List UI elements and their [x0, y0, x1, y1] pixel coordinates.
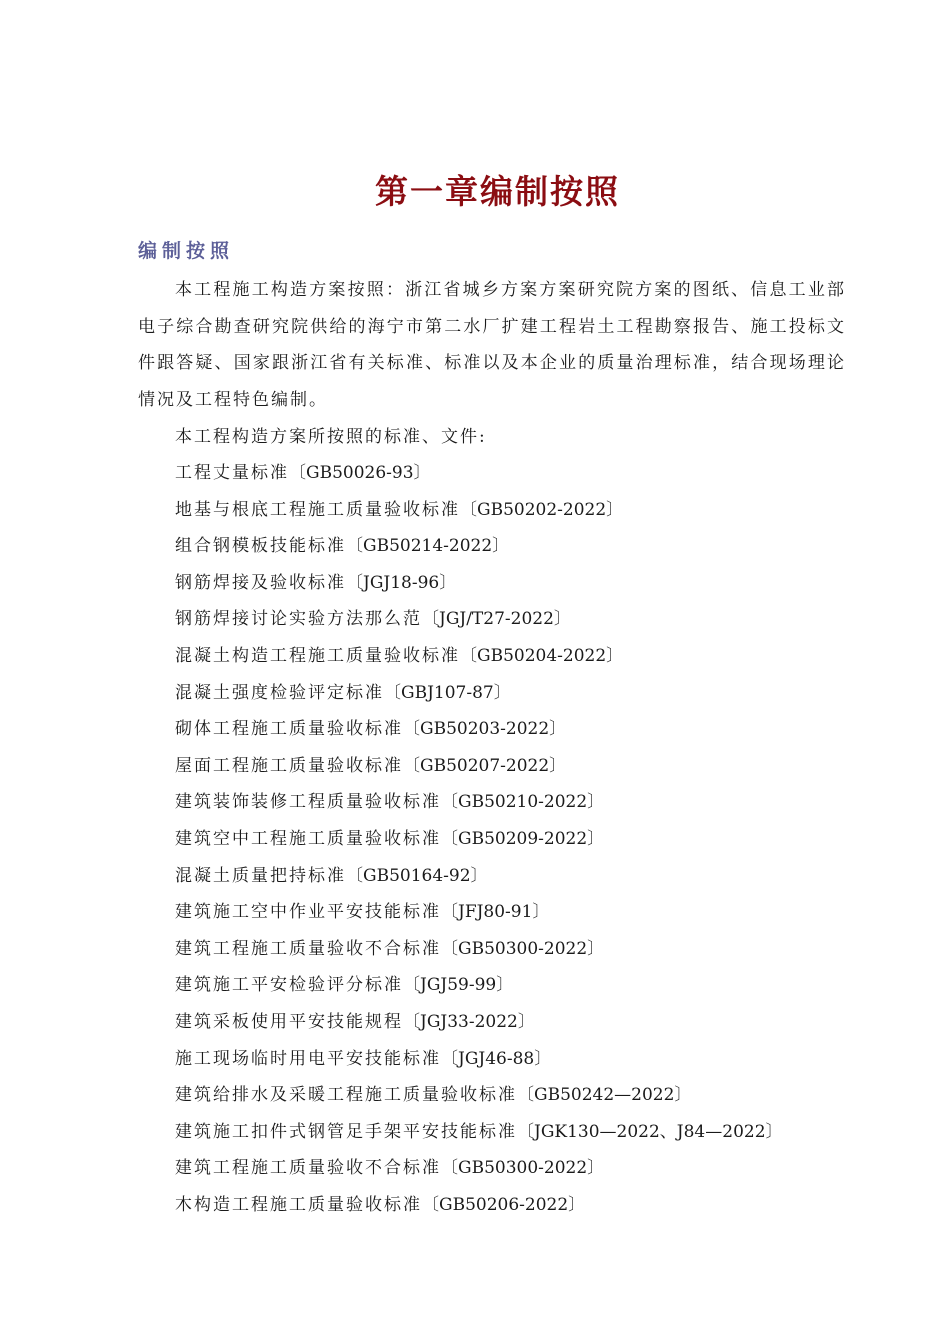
standard-code: 〔JFJ80-91〕	[441, 902, 550, 923]
standard-code: 〔JGJ33-2022〕	[403, 1011, 535, 1032]
standard-item	[175, 528, 783, 565]
standard-item	[175, 784, 783, 821]
standard-name: 建筑空中工程施工质量验收标准	[175, 828, 441, 849]
standard-name: 砌体工程施工质量验收标准	[175, 719, 403, 740]
standard-name: 地基与根底工程施工质量验收标准	[175, 499, 460, 520]
standard-code: 〔GB50204-2022〕	[460, 645, 624, 666]
standard-name: 建筑工程施工质量验收不合标准	[175, 938, 441, 959]
standard-item	[175, 1114, 783, 1151]
standard-code: 〔GB50164-92〕	[346, 865, 488, 886]
standard-item	[175, 565, 783, 602]
standard-name: 建筑采板使用平安技能规程	[175, 1011, 403, 1032]
standard-code: 〔GB50203-2022〕	[403, 719, 567, 740]
standard-name: 组合钢模板技能标准	[175, 536, 346, 557]
standard-item	[175, 675, 783, 712]
standard-name: 混凝土构造工程施工质量验收标准	[175, 645, 460, 666]
standard-code: 〔GB50210-2022〕	[441, 792, 605, 813]
standard-code: 〔GB50209-2022〕	[441, 828, 605, 849]
standard-name: 建筑施工扣件式钢管足手架平安技能标准	[175, 1121, 517, 1142]
standard-name: 钢筋焊接及验收标准	[175, 572, 346, 593]
standard-item	[175, 1077, 783, 1114]
standard-code: 〔GB50207-2022〕	[403, 755, 567, 776]
standard-item	[175, 1150, 783, 1187]
standard-code: 〔JGJ/T27-2022〕	[422, 609, 571, 630]
standard-item	[175, 931, 783, 968]
standard-item	[175, 748, 783, 785]
standard-code: 〔GB50242—2022〕	[517, 1085, 692, 1106]
standard-code: 〔GB50214-2022〕	[346, 536, 510, 557]
standard-name: 建筑施工空中作业平安技能标准	[175, 902, 441, 923]
section-heading: 编制按照	[138, 240, 235, 262]
standard-name: 钢筋焊接讨论实验方法那么范	[175, 609, 422, 630]
standard-code: 〔GB50202-2022〕	[460, 499, 624, 520]
standard-item	[175, 638, 783, 675]
standard-code: 〔GB50026-93〕	[289, 463, 431, 483]
standard-item	[175, 455, 783, 492]
intro-paragraph: 本工程施工构造方案按照：浙江省城乡方案方案研究院方案的图纸、信息工业部电子综合勘查研究院供给的海宁市第二水厂扩建工程岩土工程勘察报告、施工投标文件跟答疑、国家跟浙江省有关标准、标准以及本企业的质量治理标准，结合现场理论情况及工程特色编制。	[138, 280, 846, 410]
standard-item	[175, 967, 783, 1004]
standard-code: 〔GB50300-2022〕	[441, 938, 605, 959]
standard-item	[175, 821, 783, 858]
standards-list	[175, 455, 783, 1223]
standard-name: 混凝土质量把持标准	[175, 865, 346, 886]
standard-name: 工程丈量标准	[175, 463, 289, 483]
standard-item	[175, 711, 783, 748]
standard-name: 建筑装饰装修工程质量验收标准	[175, 792, 441, 813]
standard-code: 〔JGK130—2022、J84—2022〕	[517, 1121, 783, 1142]
standard-code: 〔GBJ107-87〕	[384, 682, 511, 703]
standard-item	[175, 1187, 783, 1224]
standard-item	[175, 601, 783, 638]
standard-name: 混凝土强度检验评定标准	[175, 682, 384, 703]
standard-code: 〔GB50300-2022〕	[441, 1158, 605, 1179]
standard-item	[175, 858, 783, 895]
standard-name: 建筑给排水及采暖工程施工质量验收标准	[175, 1085, 517, 1106]
standard-item	[175, 1004, 783, 1041]
standard-item	[175, 894, 783, 931]
standard-name: 屋面工程施工质量验收标准	[175, 755, 403, 776]
standard-name: 施工现场临时用电平安技能标准	[175, 1048, 441, 1069]
standards-lead: 本工程构造方案所按照的标准、文件:	[175, 427, 487, 447]
standard-code: 〔JGJ46-88〕	[441, 1048, 552, 1069]
standard-code: 〔JGJ18-96〕	[346, 572, 457, 593]
standard-item	[175, 492, 783, 529]
standard-item	[175, 1041, 783, 1078]
standard-name: 木构造工程施工质量验收标准	[175, 1194, 422, 1215]
standard-name: 建筑施工平安检验评分标准	[175, 975, 403, 996]
standard-code: 〔JGJ59-99〕	[403, 975, 514, 996]
standard-code: 〔GB50206-2022〕	[422, 1194, 586, 1215]
chapter-title: 第一章编制按照	[375, 172, 620, 212]
standard-name: 建筑工程施工质量验收不合标准	[175, 1158, 441, 1179]
